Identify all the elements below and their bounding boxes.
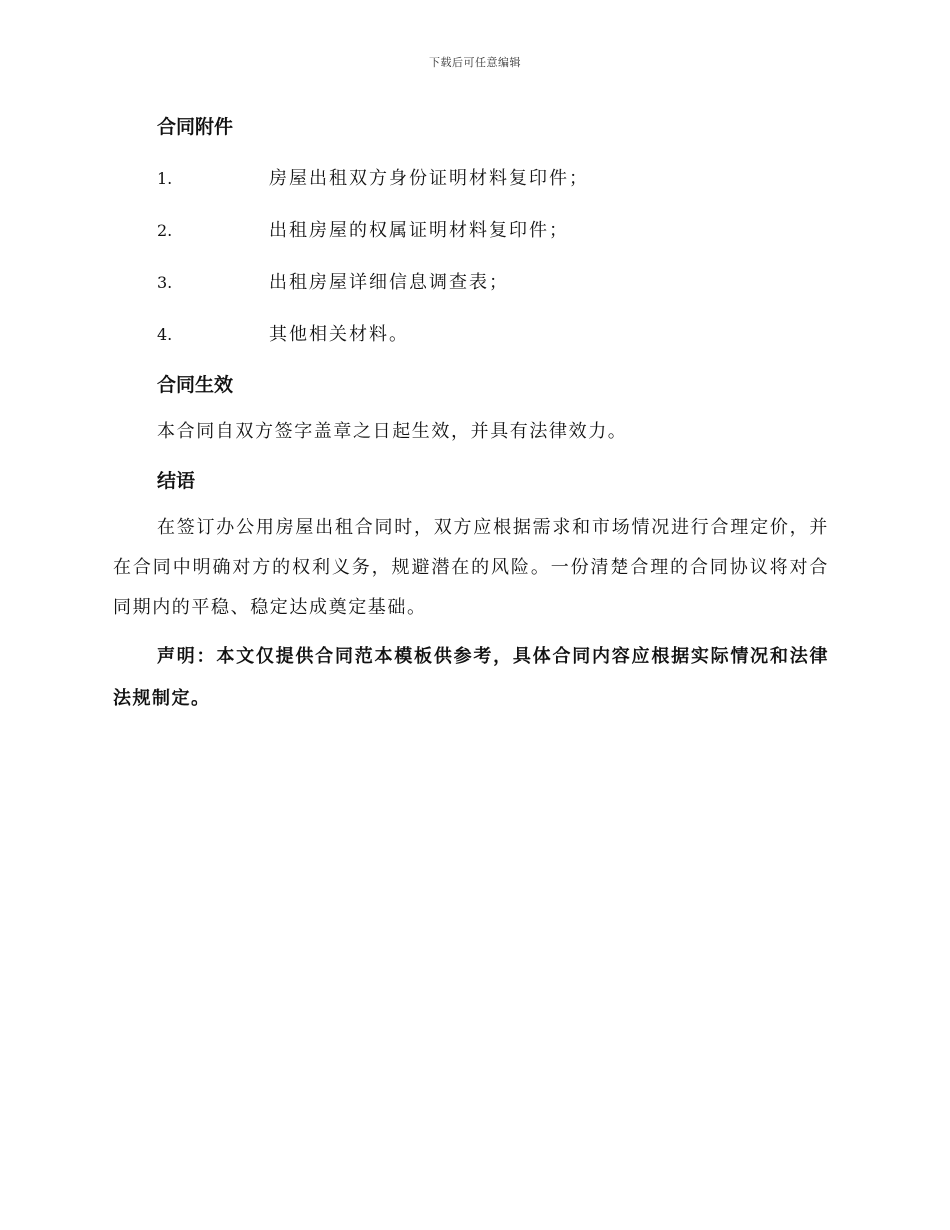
effect-paragraph: 本合同自双方签字盖章之日起生效，并具有法律效力。: [157, 421, 628, 442]
page-header: 下载后可任意编辑: [429, 56, 521, 69]
list-item-number: 3.: [157, 273, 173, 292]
list-item: [113, 319, 829, 350]
list-item-number: 1.: [157, 169, 173, 188]
list-item-text: 其他相关材料。: [269, 324, 409, 345]
list-item: [113, 163, 829, 194]
list-item: [113, 267, 829, 298]
list-item-text: 房屋出租双方身份证明材料复印件；: [269, 168, 589, 189]
list-item-number: 2.: [157, 221, 173, 240]
effect-heading: 合同生效: [157, 374, 234, 396]
list-item-text: 出租房屋详细信息调查表；: [269, 272, 509, 293]
disclaimer-statement: 声明：本文仅提供合同范本模板供参考，具体合同内容应根据实际情况和法律法规制定。: [113, 646, 829, 709]
conclusion-paragraph: 在签订办公用房屋出租合同时，双方应根据需求和市场情况进行合理定价，并在合同中明确对方的权利义务，规避潜在的风险。一份清楚合理的合同协议将对合同期内的平稳、稳定达成奠定基础。: [113, 517, 829, 618]
list-item-number: 4.: [157, 325, 173, 344]
document-body: [113, 112, 829, 720]
attachments-list: [113, 163, 829, 350]
list-item-text: 出租房屋的权属证明材料复印件；: [269, 220, 569, 241]
conclusion-heading: 结语: [157, 470, 196, 492]
list-item: [113, 215, 829, 246]
attachments-heading: 合同附件: [157, 116, 234, 138]
